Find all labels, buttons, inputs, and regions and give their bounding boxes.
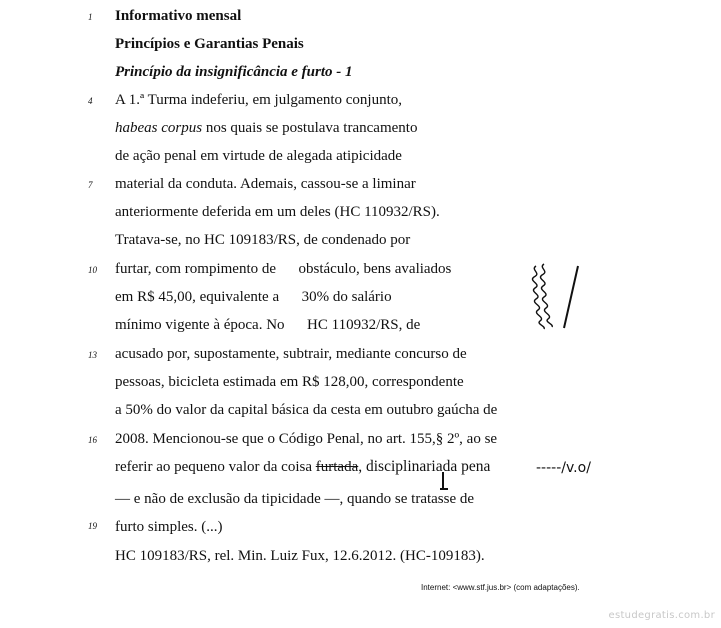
margin-note: -----/v.o/ [536, 460, 591, 476]
text-line-17-end: da pena [442, 458, 491, 475]
text-line-12: mínimo vigente à época. No HC 110932/RS, de [115, 317, 421, 333]
line-number-7: 7 [88, 180, 93, 190]
text-line-19: furto simples. (...) [115, 519, 223, 535]
struck-word: furtada [315, 459, 359, 475]
line-number-1: 1 [88, 12, 93, 22]
line-number-13: 13 [88, 350, 97, 360]
text-line-9: Tratava-se, no HC 109183/RS, de condenado por [115, 232, 411, 248]
text-line-6: de ação penal em virtude de alegada atipicidade [115, 148, 402, 164]
doc-title: Informativo mensal [115, 8, 242, 24]
doc-subtitle: Princípios e Garantias Penais [115, 36, 304, 52]
text-line-17-start: referir ao pequeno valor da coisa [115, 459, 316, 475]
text-line-7: material da conduta. Ademais, cassou-se a liminar [115, 176, 416, 192]
source-citation: Internet: <www.stf.jus.br> (com adaptações). [421, 583, 580, 592]
line-number-4: 4 [88, 96, 93, 106]
text-line-5 [115, 119, 417, 137]
line-number-19: 19 [88, 521, 97, 531]
habeas-corpus-term: habeas corpus [115, 120, 203, 136]
text-line-11: em R$ 45,00, equivalente a 30% do salário [115, 289, 392, 305]
text-line-16: 2008. Mencionou-se que o Código Penal, no art. 155,§ 2º, ao se [115, 431, 498, 447]
text-line-14: pessoas, bicicleta estimada em R$ 128,00, correspondente [115, 374, 464, 390]
text-line-13: acusado por, supostamente, subtrair, mediante concurso de [115, 346, 467, 362]
doc-heading: Princípio da insignificância e furto - 1 [115, 64, 353, 80]
text-line-18: — e não de exclusão da tipicidade —, quando se tratasse de [115, 491, 475, 507]
text-line-20: HC 109183/RS, rel. Min. Luiz Fux, 12.6.2012. (HC-109183). [115, 548, 485, 564]
line-number-16: 16 [88, 435, 97, 445]
text-line-17 [115, 458, 490, 476]
text-line-5-rest: nos quais se postulava trancamento [202, 120, 418, 136]
text-line-4: A 1.ª Turma indeferiu, em julgamento conjunto, [115, 92, 403, 108]
text-line-17-mid: , disciplinaria [358, 458, 443, 475]
watermark: estudegratis.com.br [608, 610, 715, 621]
line-number-10: 10 [88, 265, 97, 275]
text-line-10: furtar, com rompimento de obstáculo, bens avaliados [115, 261, 452, 277]
text-line-15: a 50% do valor da capital básica da cesta em outubro gaúcha de [115, 402, 498, 418]
margin-squiggle-annotation [526, 262, 588, 332]
text-line-8: anteriormente deferida em um deles (HC 110932/RS). [115, 204, 440, 220]
